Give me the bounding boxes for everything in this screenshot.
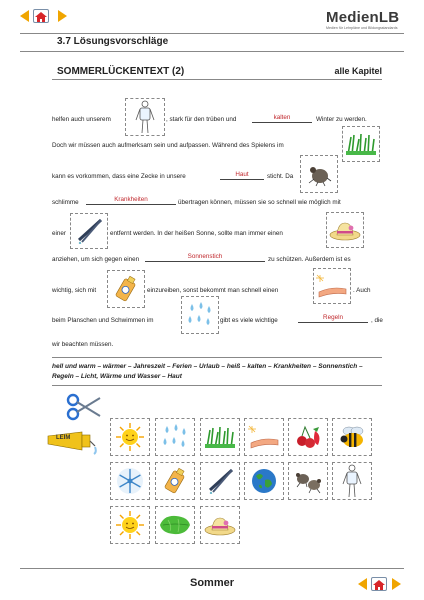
footer-title: Sommer xyxy=(189,577,235,589)
card-lotion[interactable] xyxy=(155,462,195,500)
body-figure-icon xyxy=(134,100,156,134)
pic-grass xyxy=(342,126,380,162)
grass-icon xyxy=(346,133,376,155)
card-sun[interactable] xyxy=(110,418,150,456)
answer-blank[interactable]: kalten xyxy=(252,114,312,123)
card-sun-2[interactable] xyxy=(110,506,150,544)
pic-water xyxy=(181,296,219,334)
body-figure-icon xyxy=(341,464,363,498)
card-water[interactable] xyxy=(155,418,195,456)
pic-hat xyxy=(326,212,364,248)
text-line: anziehen, um sich gegen einen xyxy=(52,256,140,263)
arrow-right-icon[interactable] xyxy=(392,578,401,590)
card-body[interactable] xyxy=(332,462,372,500)
text-line: wichtig, sich mit xyxy=(52,287,97,294)
text-line: einer xyxy=(52,230,67,237)
water-drops-icon xyxy=(160,422,190,452)
bee-icon xyxy=(337,424,367,450)
text-line: Doch wir müssen auch aufmerksam sein und aufpassen. Während des Spielens im xyxy=(52,142,284,149)
text-line: , die xyxy=(371,317,383,324)
card-sunburn[interactable] xyxy=(244,418,284,456)
header-divider xyxy=(20,33,404,34)
card-hat[interactable] xyxy=(200,506,240,544)
section-title: 3.7 Lösungsvorschläge xyxy=(57,36,169,47)
text-line: , stark für den trüben und xyxy=(166,116,237,123)
tick-icon xyxy=(306,161,332,187)
answer-blank[interactable]: Regeln xyxy=(298,314,368,323)
scissors-icon xyxy=(66,392,102,422)
answer-blank[interactable]: Sonnenstich xyxy=(145,253,265,262)
wordbank-divider-bottom xyxy=(52,385,382,386)
text-line: schlimme xyxy=(52,199,79,206)
pic-tweezers xyxy=(70,213,108,249)
word-bank: hell und warm – wärmer – Jahreszeit – Ferien – Urlaub – heiß – kalten – Krankheiten – Sonnenstich – Regeln – Licht, Wärme und Wasser – Haut xyxy=(52,363,363,380)
text-line: . Auch xyxy=(353,287,371,294)
text-line: Winter zu werden. xyxy=(316,116,367,123)
logo-tagline: Medien für Lehrpläne und Bildungsstandards xyxy=(326,26,398,30)
text-line: übertragen können, müssen sie so schnell wie möglich mit xyxy=(178,199,341,206)
globe-icon xyxy=(249,466,279,496)
glue-tube-icon xyxy=(46,430,98,458)
tweezers-icon xyxy=(75,218,103,244)
sun-hat-icon xyxy=(204,514,236,536)
arrow-left-icon[interactable] xyxy=(20,10,29,22)
sunscreen-icon xyxy=(113,275,139,303)
card-tweezers[interactable] xyxy=(200,462,240,500)
sunscreen-icon xyxy=(162,467,188,495)
home-button-bottom[interactable] xyxy=(371,577,387,591)
text-line: helfen auch unserem xyxy=(52,116,111,123)
pic-sunburn xyxy=(313,268,351,304)
home-icon xyxy=(34,11,48,23)
card-bee[interactable] xyxy=(332,418,372,456)
home-button-top[interactable] xyxy=(33,9,49,23)
logo: MedienLB xyxy=(326,9,400,26)
text-line: einzureiben, sonst bekommt man schnell einen xyxy=(147,287,279,294)
sunburn-icon xyxy=(248,424,280,450)
grass-icon xyxy=(205,426,235,448)
wordbank-divider-top xyxy=(52,357,382,358)
text-line: gibt es viele wichtige xyxy=(220,317,278,324)
tweezers-icon xyxy=(206,468,234,494)
text-line: sticht. Da xyxy=(267,173,294,180)
text-line: zu schützen. Außerdem ist es xyxy=(268,256,351,263)
text-line: wir beachten müssen. xyxy=(52,341,114,348)
green-leaf-icon xyxy=(158,513,192,537)
snowflake-icon xyxy=(115,466,145,496)
title-divider xyxy=(52,79,382,80)
berries-icon xyxy=(293,423,323,451)
card-grass[interactable] xyxy=(200,418,240,456)
card-leaf[interactable] xyxy=(155,506,195,544)
pic-tick xyxy=(300,155,338,193)
worksheet-chapters: alle Kapitel xyxy=(334,66,382,76)
sun-hat-icon xyxy=(329,219,361,241)
card-ticks[interactable] xyxy=(288,462,328,500)
footer-divider xyxy=(20,568,404,569)
sun-icon xyxy=(115,422,145,452)
water-drops-icon xyxy=(185,300,215,330)
sunburn-icon xyxy=(316,273,348,299)
pic-body xyxy=(125,98,165,136)
text-line: entfernt werden. In der heißen Sonne, sollte man immer einen xyxy=(110,230,283,237)
arrow-left-icon[interactable] xyxy=(358,578,367,590)
worksheet-title: SOMMERLÜCKENTEXT (2) xyxy=(57,66,185,77)
sun-icon xyxy=(115,510,145,540)
pic-lotion xyxy=(107,270,145,308)
answer-blank[interactable]: Haut xyxy=(220,171,264,180)
card-globe[interactable] xyxy=(244,462,284,500)
header-divider-2 xyxy=(20,51,404,52)
arrow-right-icon[interactable] xyxy=(58,10,67,22)
glue-label: LEIM xyxy=(56,435,71,441)
home-icon xyxy=(372,579,386,591)
card-berries[interactable] xyxy=(288,418,328,456)
text-line: kann es vorkommen, dass eine Zecke in unsere xyxy=(52,173,186,180)
card-snowflake[interactable] xyxy=(110,462,150,500)
answer-blank[interactable]: Krankheiten xyxy=(86,196,176,205)
tick-icon xyxy=(293,468,323,494)
text-line: beim Planschen und Schwimmen im xyxy=(52,317,154,324)
